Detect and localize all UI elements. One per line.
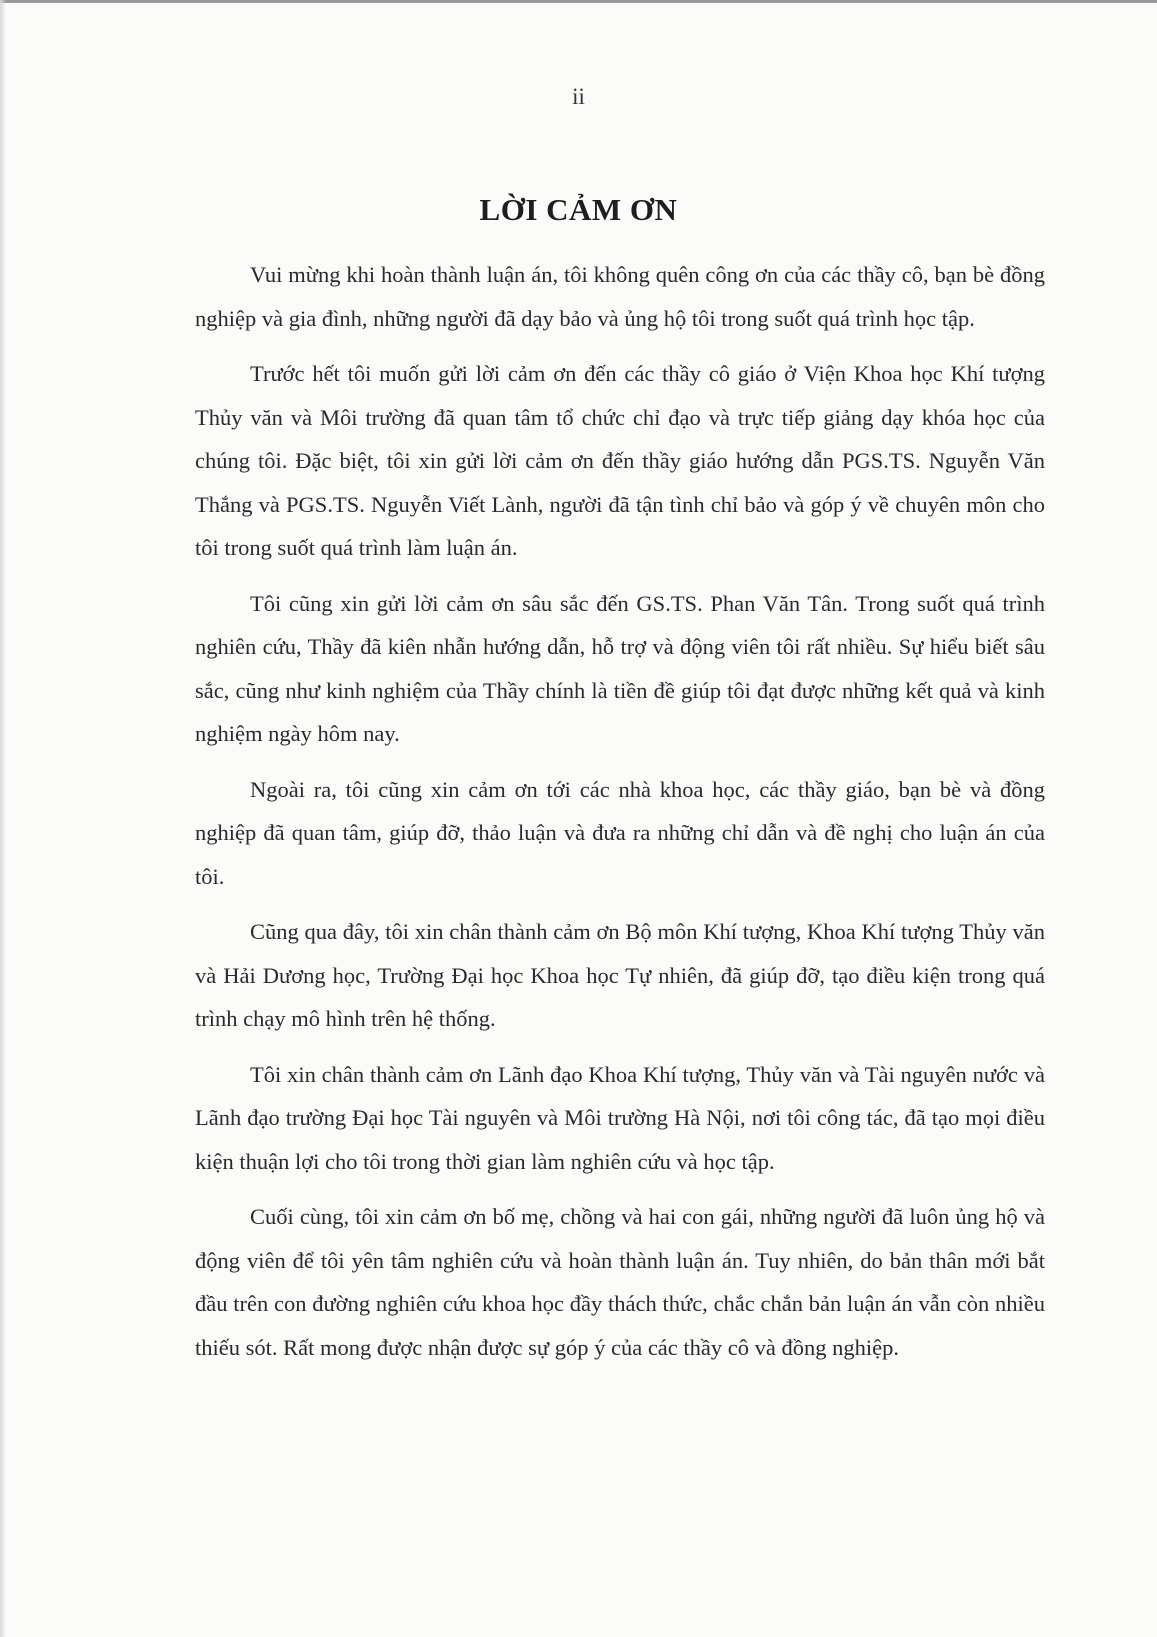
acknowledgement-body: [195, 253, 1045, 1369]
page-number: ii: [572, 84, 585, 109]
paragraph: Trước hết tôi muốn gửi lời cảm ơn đến các thầy cô giáo ở Viện Khoa học Khí tượng Thủy văn và Môi trường đã quan tâm tổ chức chỉ đạo và trực tiếp giảng dạy khóa học của chúng tôi. Đặc biệt, tôi xin gửi lời cảm ơn đến thầy giáo hướng dẫn PGS.TS. Nguyễn Văn Thắng và PGS.TS. Nguyễn Viết Lành, người đã tận tình chỉ bảo và góp ý về chuyên môn cho tôi trong suốt quá trình làm luận án.: [195, 361, 1045, 560]
paragraph: Ngoài ra, tôi cũng xin cảm ơn tới các nhà khoa học, các thầy giáo, bạn bè và đồng nghiệp đã quan tâm, giúp đỡ, thảo luận và đưa ra những chỉ dẫn và đề nghị cho luận án của tôi.: [195, 776, 1045, 889]
paragraph: Cũng qua đây, tôi xin chân thành cảm ơn Bộ môn Khí tượng, Khoa Khí tượng Thủy văn và Hải Dương học, Trường Đại học Khoa học Tự nhiên, đã giúp đỡ, tạo điều kiện trong quá trình chạy mô hình trên hệ thống.: [195, 919, 1045, 1031]
paragraph: Cuối cùng, tôi xin cảm ơn bố mẹ, chồng và hai con gái, những người đã luôn ủng hộ và động viên để tôi yên tâm nghiên cứu và hoàn thành luận án. Tuy nhiên, do bản thân mới bắt đầu trên con đường nghiên cứu khoa học đầy thách thức, chắc chắn bản luận án vẫn còn nhiều thiếu sót. Rất mong được nhận được sự góp ý của các thầy cô và đồng nghiệp.: [195, 1204, 1045, 1360]
page-title: LỜI CẢM ƠN: [479, 192, 678, 227]
scan-left-edge: [0, 0, 6, 1637]
paragraph: Tôi xin chân thành cảm ơn Lãnh đạo Khoa Khí tượng, Thủy văn và Tài nguyên nước và Lãnh đạo trường Đại học Tài nguyên và Môi trường Hà Nội, nơi tôi công tác, đã tạo mọi điều kiện thuận lợi cho tôi trong thời gian làm nghiên cứu và học tập.: [195, 1061, 1045, 1174]
paragraph: Vui mừng khi hoàn thành luận án, tôi không quên công ơn của các thầy cô, bạn bè đồng nghiệp và gia đình, những người đã dạy bảo và ủng hộ tôi trong suốt quá trình học tập.: [195, 262, 1045, 331]
paragraph: Tôi cũng xin gửi lời cảm ơn sâu sắc đến GS.TS. Phan Văn Tân. Trong suốt quá trình nghiên cứu, Thầy đã kiên nhẫn hướng dẫn, hỗ trợ và động viên tôi rất nhiều. Sự hiểu biết sâu sắc, cũng như kinh nghiệm của Thầy chính là tiền đề giúp tôi đạt được những kết quả và kinh nghiệm ngày hôm nay.: [195, 590, 1045, 746]
scan-top-edge: [0, 0, 1157, 3]
